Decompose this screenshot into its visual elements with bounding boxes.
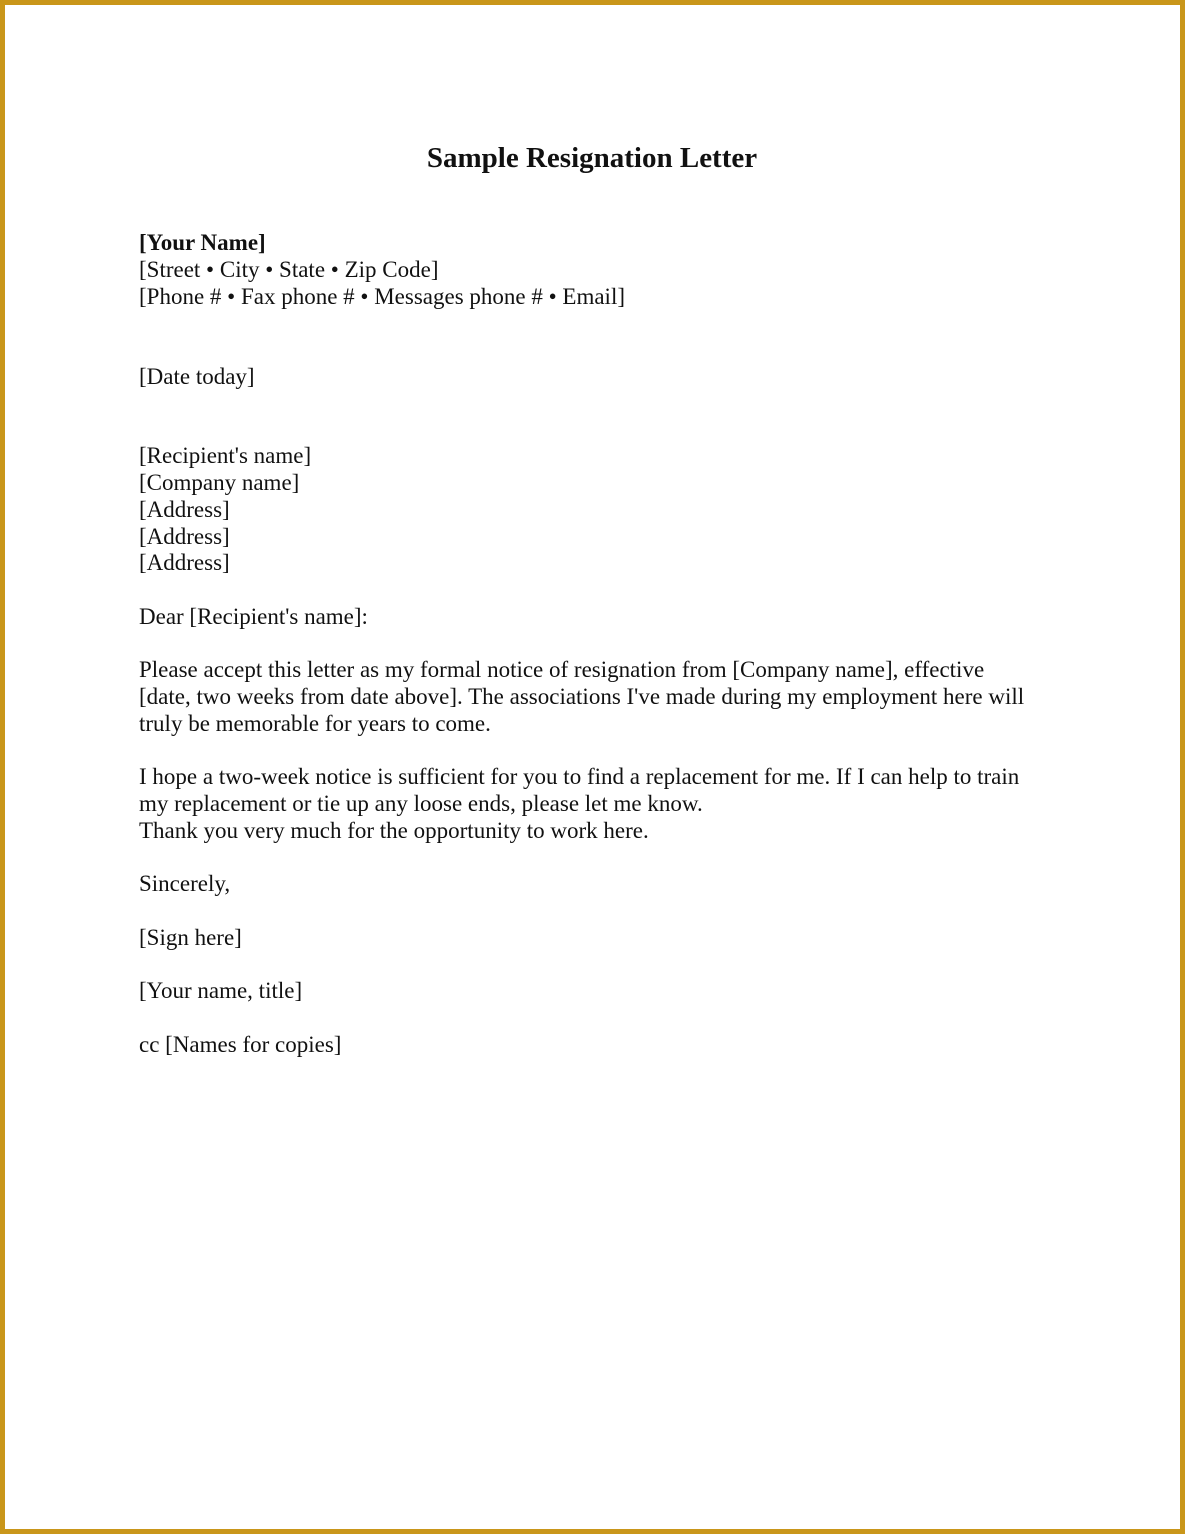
paragraph-2-line: Thank you very much for the opportunity to work here. xyxy=(139,818,649,843)
letter-date: [Date today] xyxy=(139,364,255,389)
sender-address: [Street • City • State • Zip Code] xyxy=(139,257,439,282)
signer-name-title: [Your name, title] xyxy=(139,978,303,1003)
cc-line: cc [Names for copies] xyxy=(139,1032,342,1057)
recipient-company: [Company name] xyxy=(139,470,300,495)
recipient-address-line: [Address] xyxy=(139,524,230,549)
recipient-name: [Recipient's name] xyxy=(139,443,312,468)
recipient-address-line: [Address] xyxy=(139,497,230,522)
signature-placeholder: [Sign here] xyxy=(139,925,242,950)
letter-title: Sample Resignation Letter xyxy=(426,142,758,174)
paragraph-2-line: my replacement or tie up any loose ends, please let me know. xyxy=(139,791,703,816)
salutation: Dear [Recipient's name]: xyxy=(139,604,368,629)
paragraph-2-line: I hope a two-week notice is sufficient for you to find a replacement for me. If I can help to train xyxy=(139,764,1020,789)
paragraph-1-line: truly be memorable for years to come. xyxy=(139,711,491,736)
recipient-address-line: [Address] xyxy=(139,550,230,575)
paragraph-1-line: Please accept this letter as my formal notice of resignation from [Company name], effective xyxy=(139,657,985,682)
paragraph-1-line: [date, two weeks from date above]. The associations I've made during my employment here will xyxy=(139,684,1025,709)
closing: Sincerely, xyxy=(139,871,231,896)
sender-contact: [Phone # • Fax phone # • Messages phone # • Email] xyxy=(139,284,625,309)
sender-name: [Your Name] xyxy=(139,230,266,255)
